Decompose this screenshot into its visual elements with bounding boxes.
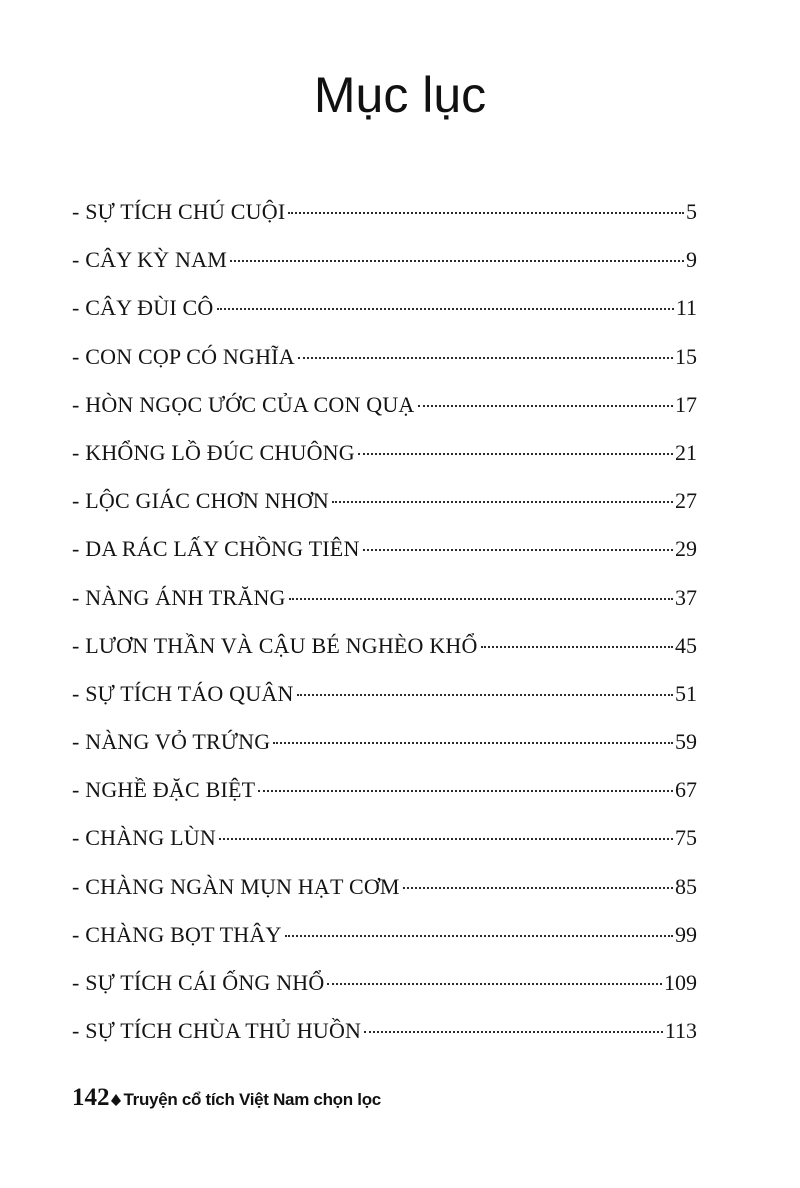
toc-entry-page: 59 [675, 729, 697, 755]
page-title: Mục lục [313, 67, 487, 123]
toc-entry-page: 51 [675, 680, 697, 706]
toc-entry-title: - LỘC GIÁC CHƠN NHƠN [72, 488, 329, 514]
toc-entry-title: - KHỔNG LỒ ĐÚC CHUÔNG [72, 439, 355, 465]
running-book-title: Truyện cổ tích Việt Nam chọn lọc [123, 1090, 381, 1109]
toc-entry [72, 863, 697, 911]
dot-leader [230, 260, 684, 262]
toc-entry-page: 11 [675, 295, 697, 321]
small-diamond-bullet-icon [111, 1093, 121, 1105]
toc-entry-page: 9 [686, 247, 697, 273]
toc-entry-title: - CÂY KỲ NAM [72, 247, 227, 273]
toc-entry-title: - CHÀNG NGÀN MỤN HẠT CƠM [72, 873, 400, 899]
dot-leader [327, 983, 662, 985]
toc-entry-page: 67 [675, 777, 697, 803]
toc-entry-title: - NGHỀ ĐẶC BIỆT [72, 777, 256, 803]
toc-entry [72, 381, 697, 429]
toc-entry [72, 718, 697, 766]
dot-leader [273, 742, 673, 744]
toc-entry-page: 113 [664, 1018, 697, 1044]
toc-entry-title: - DA RÁC LẤY CHỒNG TIÊN [72, 536, 360, 562]
toc-entry [72, 911, 697, 959]
toc-entry [72, 284, 697, 332]
toc-entry-page: 85 [675, 873, 697, 899]
dot-leader [364, 1031, 663, 1033]
toc-entry-page: 45 [675, 632, 697, 658]
dot-leader [363, 549, 673, 551]
toc-entry [72, 188, 697, 236]
dot-leader [285, 935, 673, 937]
toc-entry-page: 29 [675, 536, 697, 562]
toc-entry-page: 15 [675, 343, 697, 369]
toc-entry-page: 27 [675, 488, 697, 514]
toc-entry-title: - CHÀNG LÙN [72, 825, 216, 851]
toc-entry [72, 959, 697, 1007]
toc-entry-title: - SỰ TÍCH CHÚ CUỘI [72, 199, 286, 224]
toc-entry-page: 17 [675, 391, 697, 417]
page-footer [72, 1084, 381, 1112]
toc-entry-page: 5 [686, 199, 697, 224]
toc-entry-title: - HÒN NGỌC ƯỚC CỦA CON QUẠ [72, 391, 415, 417]
dot-leader [217, 308, 674, 310]
toc-entry-title: - NÀNG ÁNH TRĂNG [72, 584, 286, 610]
dot-leader [403, 887, 673, 889]
toc-entry-title: - SỰ TÍCH CÁI ỐNG NHỔ [72, 970, 325, 995]
toc-entry [72, 1007, 697, 1055]
toc-entry [72, 333, 697, 381]
dot-leader [481, 646, 673, 648]
toc-entry-title: - CHÀNG BỌT THÂY [72, 921, 282, 947]
toc-entry [72, 670, 697, 718]
dot-leader [258, 790, 673, 792]
toc-entry [72, 429, 697, 477]
dot-leader [298, 357, 673, 359]
toc-entry-title: - NÀNG VỎ TRỨNG [72, 729, 271, 755]
toc-entry [72, 525, 697, 573]
toc-entry [72, 574, 697, 622]
toc-entry [72, 477, 697, 525]
toc-entry-page: 37 [675, 584, 697, 610]
toc-entry [72, 814, 697, 862]
toc-entry-page: 75 [675, 825, 697, 851]
toc-entry-title: - SỰ TÍCH TÁO QUÂN [72, 680, 294, 706]
table-of-contents [72, 188, 697, 1055]
toc-entry-title: - CON CỌP CÓ NGHĨA [72, 343, 295, 369]
toc-entry-title: - LƯƠN THẦN VÀ CẬU BÉ NGHÈO KHỔ [72, 632, 478, 658]
toc-entry-page: 109 [664, 970, 697, 995]
toc-entry [72, 236, 697, 284]
toc-entry-page: 99 [675, 921, 697, 947]
dot-leader [332, 501, 673, 503]
dot-leader [289, 598, 673, 600]
dot-leader [418, 405, 673, 407]
page-number: 142 [72, 1084, 110, 1111]
dot-leader [288, 212, 684, 214]
toc-entry-page: 21 [675, 439, 697, 465]
toc-entry-title: - SỰ TÍCH CHÙA THỦ HUỒN [72, 1018, 362, 1044]
toc-entry [72, 766, 697, 814]
dot-leader [219, 838, 673, 840]
toc-entry [72, 622, 697, 670]
toc-entry-title: - CÂY ĐÙI CÔ [72, 295, 214, 321]
dot-leader [358, 453, 673, 455]
dot-leader [297, 694, 673, 696]
